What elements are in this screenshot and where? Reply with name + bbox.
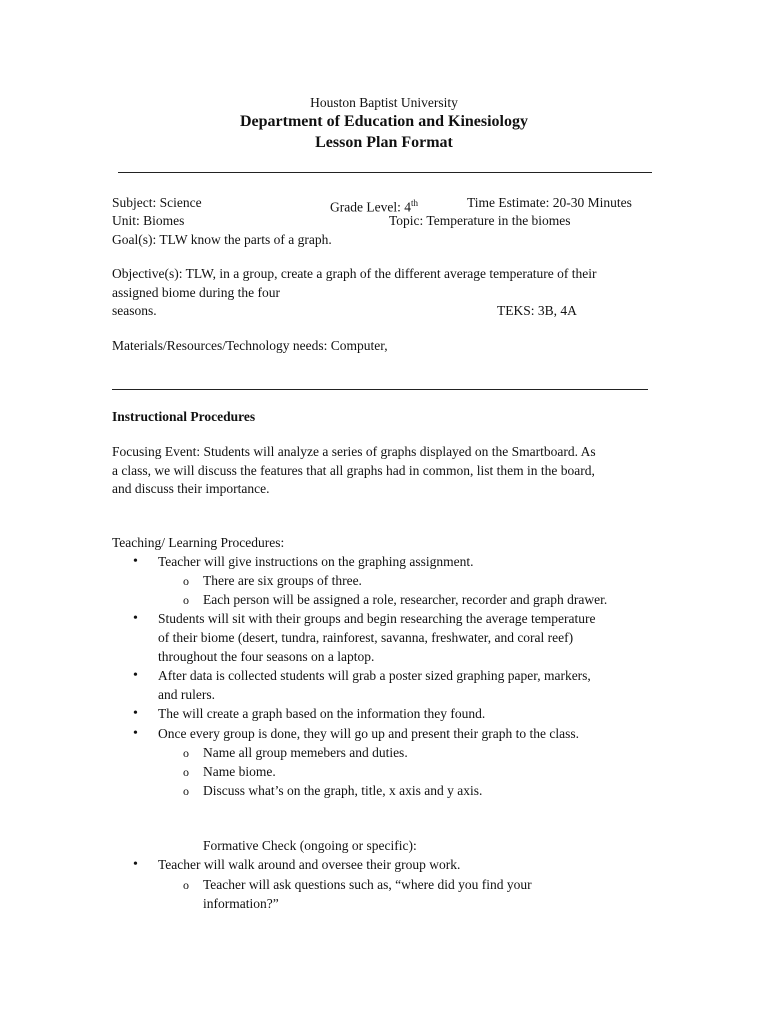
bullet-instructions: • Teacher will give instructions on the graphing assignment.	[158, 553, 473, 571]
grade-level-suffix: th	[410, 198, 418, 208]
topic-field: Topic: Temperature in the biomes	[389, 213, 571, 228]
sub-item-questions-line-1: o Teacher will ask questions such as, “where did you find your	[203, 876, 532, 894]
bullet-materials-line-1: • After data is collected students will grab a poster sized graphing paper, markers,	[158, 667, 591, 685]
sub-item-members: o Name all group memebers and duties.	[203, 744, 408, 762]
instructional-procedures-heading: Instructional Procedures	[112, 409, 256, 424]
unit-field: Unit: Biomes	[112, 213, 185, 228]
materials-rule	[112, 389, 648, 390]
bullet-oversee: • Teacher will walk around and oversee their group work.	[158, 856, 460, 874]
sub-item-biome: o Name biome.	[203, 763, 276, 781]
goal-field: Goal(s): TLW know the parts of a graph.	[112, 232, 332, 247]
objective-line-3: seasons.	[112, 303, 157, 318]
subject-field: Subject: Science	[112, 195, 202, 210]
department-title: Department of Education and Kinesiology	[239, 113, 528, 130]
focusing-event-line-3: and discuss their importance.	[112, 481, 270, 496]
sub-item-groups: o There are six groups of three.	[203, 572, 362, 590]
grade-level-text: Grade Level: 4	[330, 199, 411, 215]
sub-item-discuss: o Discuss what’s on the graph, title, x axis and y axis.	[203, 782, 482, 800]
formative-check-heading: Formative Check (ongoing or specific):	[203, 838, 417, 853]
lesson-plan-title: Lesson Plan Format	[315, 134, 453, 151]
bullet-create-graph: • The will create a graph based on the information they found.	[158, 705, 485, 723]
bullet-research-line-2: of their biome (desert, tundra, rainforest, savanna, freshwater, and coral reef)	[158, 630, 574, 645]
teks-field: TEKS: 3B, 4A	[497, 303, 577, 318]
sub-item-questions-line-2: information?”	[203, 896, 279, 911]
objective-line-1: Objective(s): TLW, in a group, create a graph of the different average temperature of their	[112, 266, 597, 281]
materials-field: Materials/Resources/Technology needs: Computer,	[112, 338, 388, 353]
focusing-event-line-2: a class, we will discuss the features that all graphs had in common, list them in the board,	[112, 463, 595, 478]
bullet-research-line-1: • Students will sit with their groups and begin researching the average temperature	[158, 610, 596, 628]
header-rule	[118, 172, 652, 173]
objective-line-2: assigned biome during the four	[112, 285, 280, 300]
university-name: Houston Baptist University	[310, 95, 458, 110]
teaching-procedures-heading: Teaching/ Learning Procedures:	[112, 535, 285, 550]
sub-item-roles: o Each person will be assigned a role, researcher, recorder and graph drawer.	[203, 591, 607, 609]
focusing-event-line-1: Focusing Event: Students will analyze a series of graphs displayed on the Smartboard. As	[112, 444, 596, 459]
bullet-research-line-3: throughout the four seasons on a laptop.	[158, 649, 375, 664]
time-estimate-field: Time Estimate: 20-30 Minutes	[467, 195, 632, 210]
bullet-present: • Once every group is done, they will go up and present their graph to the class.	[158, 725, 579, 743]
bullet-materials-line-2: and rulers.	[158, 687, 215, 702]
